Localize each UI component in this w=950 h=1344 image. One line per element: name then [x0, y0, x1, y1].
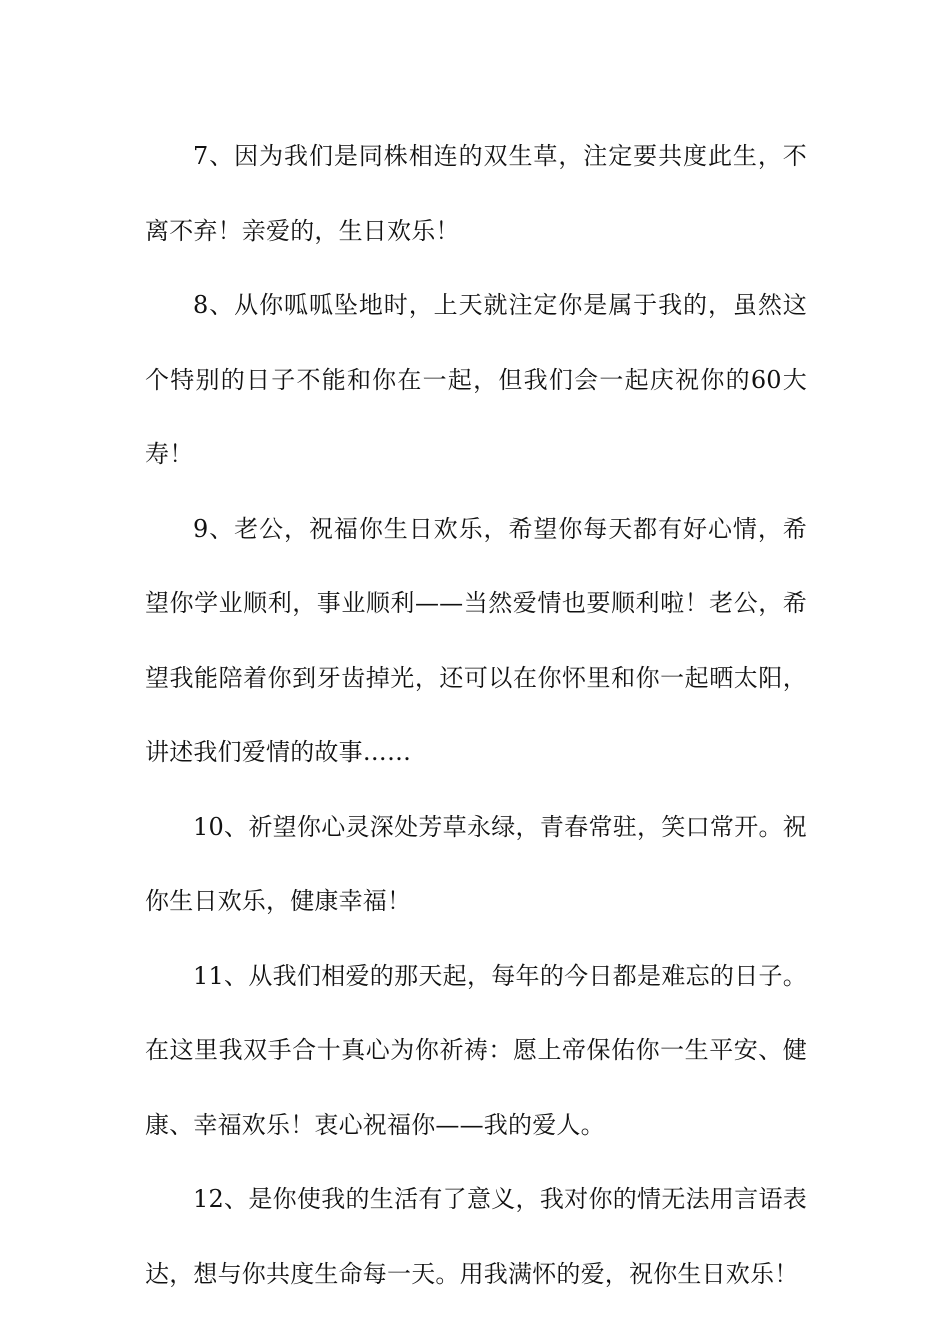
paragraph-12: 12、是你使我的生活有了意义，我对你的情无法用言语表达，想与你共度生命每一天。用我满怀的爱，祝你生日欢乐！ [145, 1185, 807, 1288]
document-body [145, 119, 807, 1311]
paragraph-7: 7、因为我们是同株相连的双生草，注定要共度此生，不离不弃！亲爱的，生日欢乐！ [145, 142, 807, 245]
paragraph-11: 11、从我们相爱的那天起，每年的今日都是难忘的日子。在这里我双手合十真心为你祈祷：愿上帝保佑你一生平安、健康、幸福欢乐！衷心祝福你——我的爱人。 [145, 961, 807, 1139]
paragraph-8: 8、从你呱呱坠地时，上天就注定你是属于我的，虽然这个特别的日子不能和你在一起，但我们会一起庆祝你的60大寿！ [145, 291, 807, 468]
paragraph-10: 10、祈望你心灵深处芳草永绿，青春常驻，笑口常开。祝你生日欢乐，健康幸福！ [145, 812, 807, 915]
paragraph-9: 9、老公，祝福你生日欢乐，希望你每天都有好心情，希望你学业顺利，事业顺利——当然爱情也要顺利啦！老公，希望我能陪着你到牙齿掉光，还可以在你怀里和你一起晒太阳，讲述我们爱情的故事…… [145, 514, 807, 766]
